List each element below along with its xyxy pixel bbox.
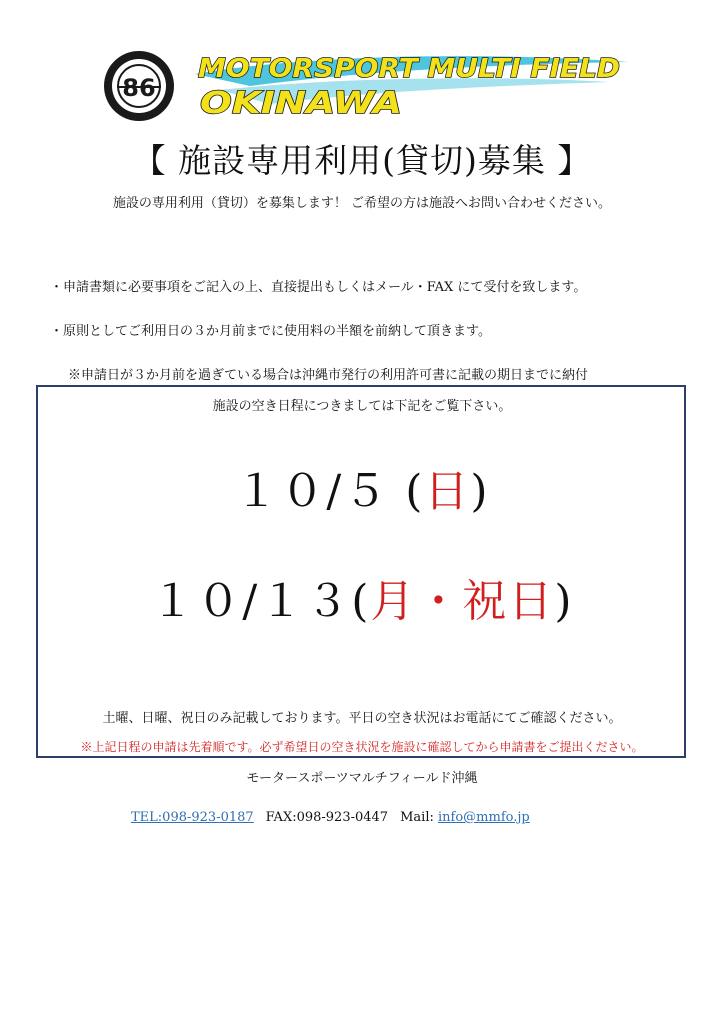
emblem-number: 86 [122,74,156,102]
wordmark-line1: MOTORSPORT MULTI FIELD [198,54,620,84]
email-link[interactable]: info@mmfo.jp [438,810,530,825]
mail-label: Mail: [400,810,434,825]
wordmark-line2: OKINAWA [200,86,402,121]
available-date-2 [0,565,724,629]
paren-close: ) [554,576,574,627]
availability-caption: 施設の空き日程につきましては下記をご覧下さい。 [212,399,512,414]
paren-open: ( [351,576,371,627]
available-date-1 [0,455,724,519]
payment-note: ※申請日が３か月前を過ぎている場合は沖縄市発行の利用許可書に記載の期日までに納付 [68,368,589,383]
intro-text: 施設の専用利用（貸切）を募集します！ ご希望の方は施設へお問い合わせください。 [112,196,612,211]
first-come-warning: ※上記日程の申請は先着順です。必ず希望日の空き状況を施設に確認してから申請書をご提出ください。 [80,740,644,754]
organization-name: モータースポーツマルチフィールド沖縄 [246,771,478,786]
bullet-prepayment: ・原則としてご利用日の３か月前までに使用料の半額を前納して頂きます。 [50,324,491,339]
bullet-application: ・申請書類に必要事項をご記入の上、直接提出もしくはメール・FAX にて受付を致します。 [50,280,587,295]
weekday-note: 土曜、日曜、祝日のみ記載しております。平日の空き状況はお電話にてご確認ください。 [102,711,622,726]
logo-emblem [103,50,175,122]
contact-line [131,810,530,825]
paren-open: ( [405,466,425,517]
date-value: １０/５ [234,466,406,517]
fax-number: FAX:098-923-0447 [265,810,389,825]
page-title: 【 施設専用利用(貸切)募集 】 [132,141,592,180]
date-value: １０/１３ [150,576,352,627]
date-day: 日 [424,466,471,517]
tel-link[interactable]: TEL:098-923-0187 [131,810,254,825]
logo-wordmark [190,46,630,122]
paren-close: ) [470,466,490,517]
date-day: 月・祝日 [370,576,555,627]
